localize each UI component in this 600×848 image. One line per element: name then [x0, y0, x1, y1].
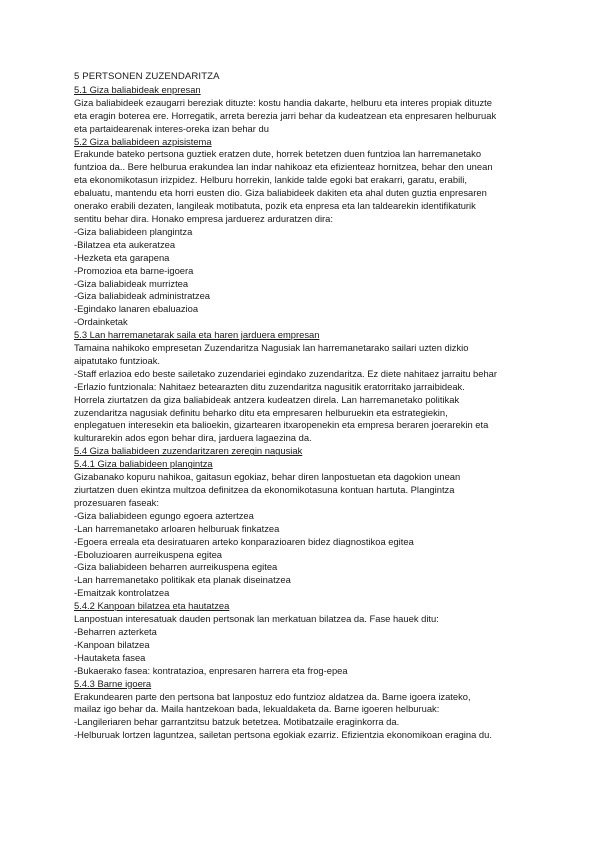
- paragraph-line: funtzioa da.. Bere helburua erakundea lan indar nahikoaz eta efizienteaz hornitzea, behar den unean: [74, 161, 493, 173]
- document-page: [74, 71, 586, 742]
- section-heading-5-2: 5.2 Giza baliabideen azpisistema: [74, 135, 212, 147]
- paragraph-line: ebaluatu, mantendu eta horri eusten dio. Giza baliabideek dakiten eta ahal duten guztia enpresaren: [74, 187, 487, 199]
- paragraph-line: Lanpostuan interesatuak dauden pertsonak lan merkatuan bilatzea da. Fase hauek ditu:: [74, 613, 439, 625]
- paragraph-line: -Staff erlazioa edo beste sailetako zuzendariei egindako zuzendaritza. Ez diete nahitaez jarraitu behar: [74, 367, 498, 379]
- list-item: -Giza baliabideak administratzea: [74, 290, 211, 302]
- paragraph-line: Erakundearen parte den pertsona bat lanpostuz edo funtzioz aldatzea da. Barne igoera izateko,: [74, 690, 471, 702]
- paragraph-line: -Erlazio funtzionala: Nahitaez betearazten ditu zuzendaritza nagusitik eratorritako jarraibideak.: [74, 380, 465, 392]
- paragraph-line: eta partaidearenak interes-oreka izan behar du: [74, 122, 269, 134]
- paragraph-line: eta eragin boterea ere. Horregatik, arreta berezia jarri behar da kudeatzean eta enpresaren helburuak: [74, 109, 497, 121]
- paragraph-line: Erakunde bateko pertsona guztiek eratzen dute, horrek betetzen duen funtzioa lan harremanetako: [74, 148, 482, 160]
- list-item: -Helburuak lortzen laguntzea, sailetan pertsona egokiak ezarriz. Efizientzia ekonomikoan eragina du.: [74, 729, 492, 741]
- section-heading-5-3: 5.3 Lan harremanetarak saila eta haren jarduera empresan: [74, 329, 320, 341]
- paragraph-line: zuzendaritza nagusiak definitu beharko ditu eta empresaren helburuekin eta estrategiekin,: [74, 406, 448, 418]
- paragraph-line: Gizabanako kopuru nahikoa, gaitasun egokiaz, behar diren lanpostuetan eta dagokion unean: [74, 471, 461, 483]
- list-item: -Emaitzak kontrolatzea: [74, 587, 170, 599]
- paragraph-line: Horrela ziurtatzen da giza baliabideak antzera kudeatzen direla. Lan harremanetako politikak: [74, 393, 460, 405]
- list-item: -Giza baliabideen egungo egoera aztertzea: [74, 509, 254, 521]
- paragraph-line: mailaz igo behar da. Maila hantzekoan bada, lekualdaketa da. Barne igoeren helburuak:: [74, 703, 440, 715]
- list-item: -Ordainketak: [74, 316, 128, 328]
- list-item: -Langileriaren behar garrantzitsu batzuk betetzea. Motibatzaile eraginkorra da.: [74, 716, 400, 728]
- list-item: -Lan harremanetako arloaren helburuak finkatzea: [74, 522, 280, 534]
- list-item: -Hautaketa fasea: [74, 651, 146, 663]
- paragraph-line: Giza baliabideek ezaugarri bereziak dituzte: kostu handia dakarte, helburu eta interes propiak dituzte: [74, 96, 492, 108]
- list-item: -Egindako lanaren ebaluazioa: [74, 303, 199, 315]
- document-title: 5 PERTSONEN ZUZENDARITZA: [74, 71, 220, 82]
- list-item: -Hezketa eta garapena: [74, 251, 170, 263]
- paragraph-line: aipatutako funtzioak.: [74, 354, 160, 366]
- list-item: -Lan harremanetako politikak eta planak diseinatzea: [74, 574, 291, 586]
- paragraph-line: kulturarekin ados egon behar dira, jarduera lagaezina da.: [74, 432, 312, 444]
- paragraph-line: enplegatuen interesekin eta balioekin, gizartearen itxaropenekin eta empresa beraren joerarekin eta: [74, 419, 489, 431]
- section-heading-5-4-3: 5.4.3 Barne igoera: [74, 677, 152, 689]
- list-item: -Giza baliabideak murriztea: [74, 277, 189, 289]
- section-heading-5-4: 5.4 Giza baliabideen zuzendaritzaren zeregin nagusiak: [74, 445, 303, 457]
- list-item: -Giza baliabideen beharren aurreikuspena egitea: [74, 561, 278, 573]
- paragraph-line: ziurtatzen duen ekintza multzoa definitzea da ekonomikotasuna kontuan hartuta. Plangintza: [74, 484, 455, 495]
- paragraph-line: onerako erabili dezaten, langileak motibatuta, pozik eta enpresa eta lan taldearekin identifikaturik: [74, 200, 476, 212]
- section-heading-5-4-1: 5.4.1 Giza baliabideen plangintza: [74, 458, 213, 470]
- list-item: -Bilatzea eta aukeratzea: [74, 238, 176, 250]
- paragraph-line: eta ekonomikotasun irizpidez. Helburu horrekin, lankide talde egoki bat erakarri, garatu, erabili,: [74, 174, 467, 186]
- list-item: -Beharren azterketa: [74, 625, 157, 637]
- list-item: -Kanpoan bilatzea: [74, 638, 150, 650]
- list-item: -Giza baliabideen plangintza: [74, 225, 193, 237]
- paragraph-line: Tamaina nahikoko empresetan Zuzendaritza Nagusiak lan harremanetarako sailari uzten dizkio: [74, 342, 469, 354]
- paragraph-line: prozesuaren faseak:: [74, 496, 159, 508]
- list-item: -Bukaerako fasea: kontratazioa, enpresaren harrera eta frog-epea: [74, 664, 348, 676]
- list-item: -Egoera erreala eta desiratuaren arteko konparazioaren bidez diagnostikoa egitea: [74, 535, 414, 547]
- list-item: -Promozioa eta barne-igoera: [74, 264, 194, 276]
- list-item: -Eboluzioaren aurreikuspena egitea: [74, 548, 223, 560]
- section-heading-5-4-2: 5.4.2 Kanpoan bilatzea eta hautatzea: [74, 600, 230, 612]
- paragraph-line: sentitu behar dira. Honako empresa jarduerez arduratzen dira:: [74, 212, 333, 224]
- section-heading-5-1: 5.1 Giza baliabideak enpresan: [74, 83, 201, 95]
